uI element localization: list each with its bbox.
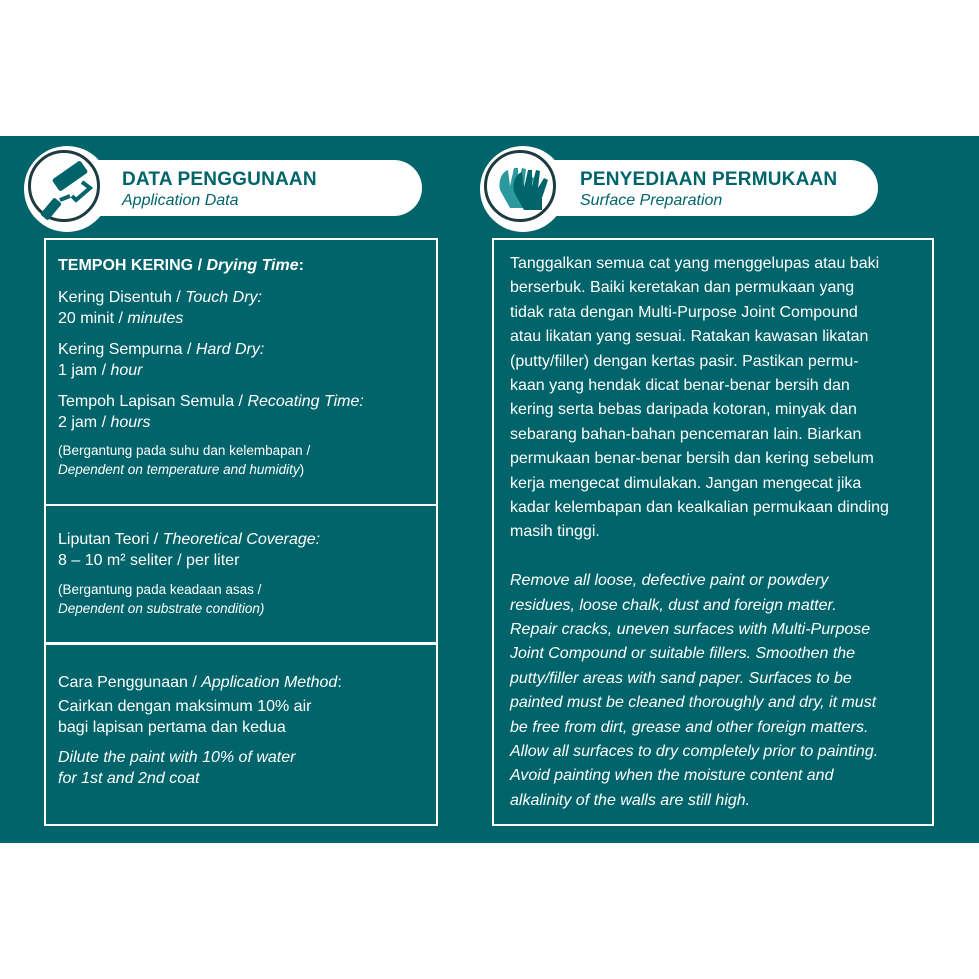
section-subtitle: Application Data xyxy=(122,192,239,209)
ms-line: kerja mengecat dimulakan. Jangan mengecat jika xyxy=(510,475,862,492)
ms-line: sebarang bahan-bahan pencemaran lain. Biarkan xyxy=(510,426,862,443)
en-line: Avoid painting when the moisture content and xyxy=(510,767,834,784)
en-line: Remove all loose, defective paint or powdery xyxy=(510,572,829,589)
ms-line: kaan yang hendak dicat benar-benar bersih dan xyxy=(510,377,850,394)
surface-preparation-header xyxy=(518,160,878,216)
hard-dry-value: 1 jam / hour xyxy=(58,362,143,379)
ms-line: kering serta bebas daripada kotoran, minyak dan xyxy=(510,401,857,418)
method-line-en-1: Dilute the paint with 10% of water xyxy=(58,749,296,766)
touch-dry-value: 20 minit / minutes xyxy=(58,310,184,327)
section-subtitle: Surface Preparation xyxy=(580,192,723,209)
paint-roller-icon xyxy=(24,146,110,232)
ms-line: atau likatan yang sesuai. Ratakan kawasan likatan xyxy=(510,328,869,345)
gloves-icon xyxy=(480,146,566,232)
coverage-note-en: Dependent on substrate condition) xyxy=(58,601,265,616)
en-line: be free from dirt, grease and other foreign matters. xyxy=(510,719,869,736)
touch-dry-label: Kering Disentuh / Touch Dry: xyxy=(58,289,262,306)
drying-note-en: Dependent on temperature and humidity) xyxy=(58,462,305,477)
coverage-value: 8 – 10 m² seliter / per liter xyxy=(58,552,240,569)
ms-line: kadar kelembapan dan kealkalian permukaan dinding xyxy=(510,499,889,516)
en-line: residues, loose chalk, dust and foreign matter. xyxy=(510,597,837,614)
application-data-header xyxy=(60,160,422,216)
section-title: PENYEDIAAN PERMUKAAN xyxy=(580,169,838,190)
method-line-ms-1: Cairkan dengan maksimum 10% air xyxy=(58,698,312,715)
ms-line: permukaan benar-benar bersih dan kering sebelum xyxy=(510,450,874,467)
section-title: DATA PENGGUNAAN xyxy=(122,169,317,190)
application-method-box xyxy=(44,644,438,826)
drying-time-box xyxy=(44,238,438,506)
en-line: Joint Compound or suitable fillers. Smoothen the xyxy=(510,645,856,662)
ms-line: (putty/filler) dengan kertas pasir. Pastikan permu- xyxy=(510,353,859,370)
en-line: Allow all surfaces to dry completely prior to painting. xyxy=(510,743,879,760)
surface-preparation-box xyxy=(492,238,934,826)
coverage-box xyxy=(44,506,438,644)
en-line: alkalinity of the walls are still high. xyxy=(510,792,751,809)
en-line: putty/filler areas with sand paper. Surfaces to be xyxy=(510,670,852,687)
coverage-label: Liputan Teori / Theoretical Coverage: xyxy=(58,531,321,548)
recoating-value: 2 jam / hours xyxy=(58,414,151,431)
recoating-label: Tempoh Lapisan Semula / Recoating Time: xyxy=(58,393,364,410)
method-line-ms-2: bagi lapisan pertama dan kedua xyxy=(58,719,286,736)
en-line: Repair cracks, uneven surfaces with Multi-Purpose xyxy=(510,621,871,638)
ms-line: Tanggalkan semua cat yang menggelupas atau baki xyxy=(510,255,880,272)
ms-line: masih tinggi. xyxy=(510,523,600,540)
hard-dry-label: Kering Sempurna / Hard Dry: xyxy=(58,341,265,358)
ms-line: tidak rata dengan Multi-Purpose Joint Compound xyxy=(510,304,858,321)
ms-line: berserbuk. Baiki keretakan dan permukaan yang xyxy=(510,279,855,296)
drying-time-heading: TEMPOH KERING / Drying Time: xyxy=(58,257,304,274)
en-line: painted must be cleaned thoroughly and dry, it must xyxy=(510,694,877,711)
method-label: Cara Penggunaan / Application Method: xyxy=(58,674,342,691)
coverage-note-ms: (Bergantung pada keadaan asas / xyxy=(58,582,262,597)
drying-note-ms: (Bergantung pada suhu dan kelembapan / xyxy=(58,443,311,458)
method-line-en-2: for 1st and 2nd coat xyxy=(58,770,200,787)
